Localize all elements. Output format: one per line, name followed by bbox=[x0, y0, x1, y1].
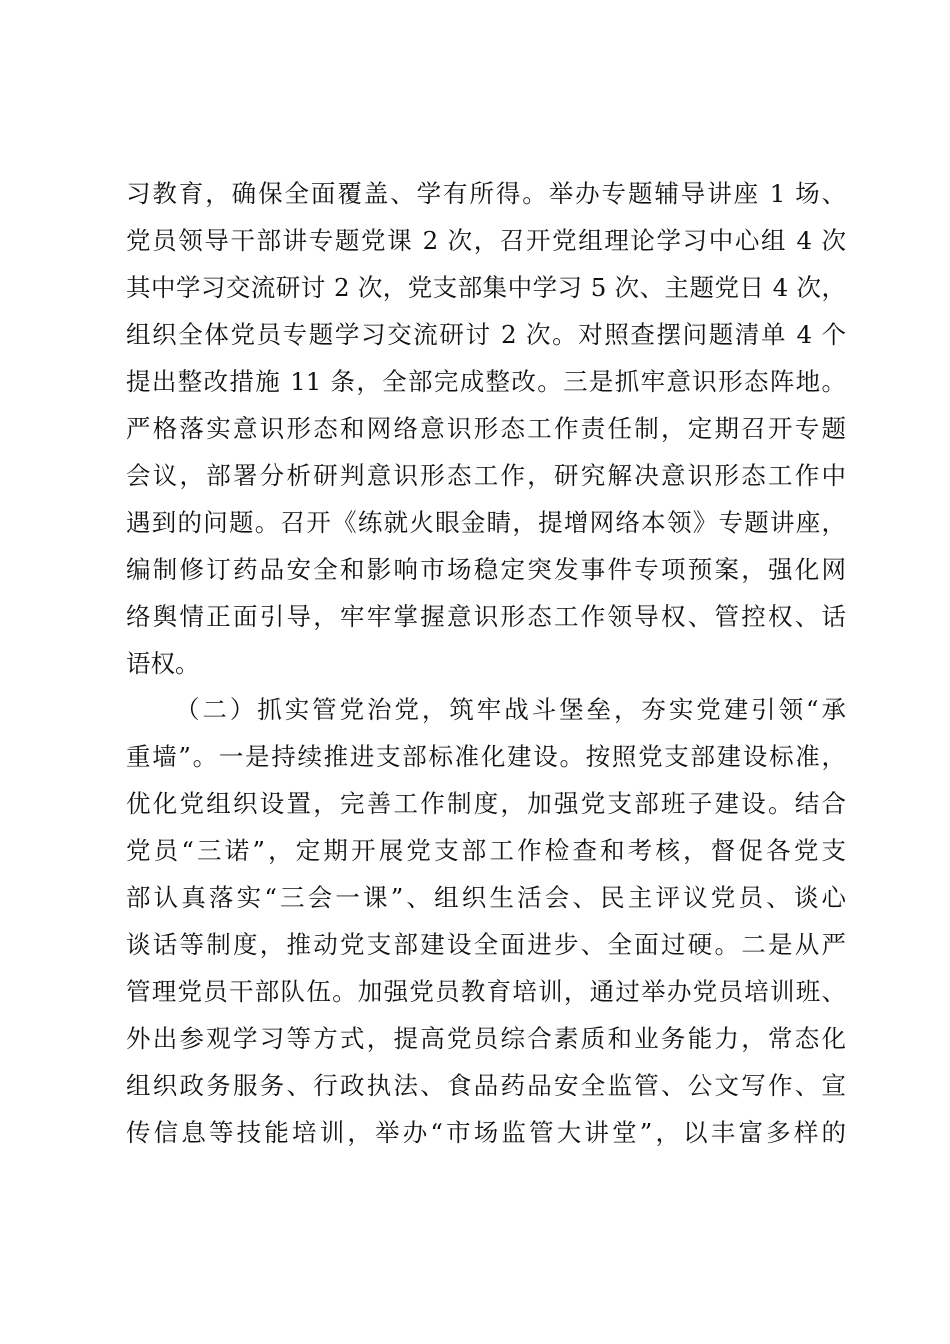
text-line: 党员领导干部讲专题党课 2 次，召开党组理论学习中心组 4 次 bbox=[126, 226, 846, 255]
text-line: 优化党组织设置，完善工作制度，加强党支部班子建设。结合 bbox=[126, 789, 846, 818]
text-line: 会议，部署分析研判意识形态工作，研究解决意识形态工作中 bbox=[126, 461, 846, 490]
text-line: 组织全体党员专题学习交流研讨 2 次。对照查摆问题清单 4 个 bbox=[126, 320, 846, 349]
text-line: 遇到的问题。召开《练就火眼金睛，提增网络本领》专题讲座， bbox=[126, 508, 846, 537]
text-line: 其中学习交流研讨 2 次，党支部集中学习 5 次、主题党日 4 次， bbox=[126, 273, 846, 302]
paragraph-party-governance bbox=[126, 686, 846, 1156]
section-heading-line: （二）抓实管党治党，筑牢战斗堡垒，夯实党建引领“承 bbox=[175, 695, 846, 724]
text-line: 习教育，确保全面覆盖、学有所得。举办专题辅导讲座 1 场、 bbox=[126, 179, 846, 208]
text-line: 管理党员干部队伍。加强党员教育培训，通过举办党员培训班、 bbox=[126, 977, 846, 1006]
text-line: 络舆情正面引导，牢牢掌握意识形态工作领导权、管控权、话 bbox=[126, 602, 846, 631]
text-line: 严格落实意识形态和网络意识形态工作责任制，定期召开专题 bbox=[126, 414, 846, 443]
text-line: 党员“三诺”，定期开展党支部工作检查和考核，督促各党支 bbox=[126, 836, 846, 865]
text-line: 外出参观学习等方式，提高党员综合素质和业务能力，常态化 bbox=[126, 1024, 846, 1053]
text-line: 组织政务服务、行政执法、食品药品安全监管、公文写作、宣 bbox=[126, 1071, 846, 1100]
text-line: 编制修订药品安全和影响市场稳定突发事件专项预案，强化网 bbox=[126, 555, 846, 584]
text-line: 谈话等制度，推动党支部建设全面进步、全面过硬。二是从严 bbox=[126, 930, 846, 959]
text-line: 传信息等技能培训，举办“市场监管大讲堂”，以丰富多样的 bbox=[126, 1118, 846, 1147]
paragraph-ideology-work bbox=[126, 170, 846, 687]
text-line: 提出整改措施 11 条，全部完成整改。三是抓牢意识形态阵地。 bbox=[126, 367, 846, 396]
text-line: 重墙”。一是持续推进支部标准化建设。按照党支部建设标准， bbox=[126, 742, 846, 771]
text-line: 语权。 bbox=[126, 649, 200, 678]
text-line: 部认真落实“三会一课”、组织生活会、民主评议党员、谈心 bbox=[126, 883, 846, 912]
